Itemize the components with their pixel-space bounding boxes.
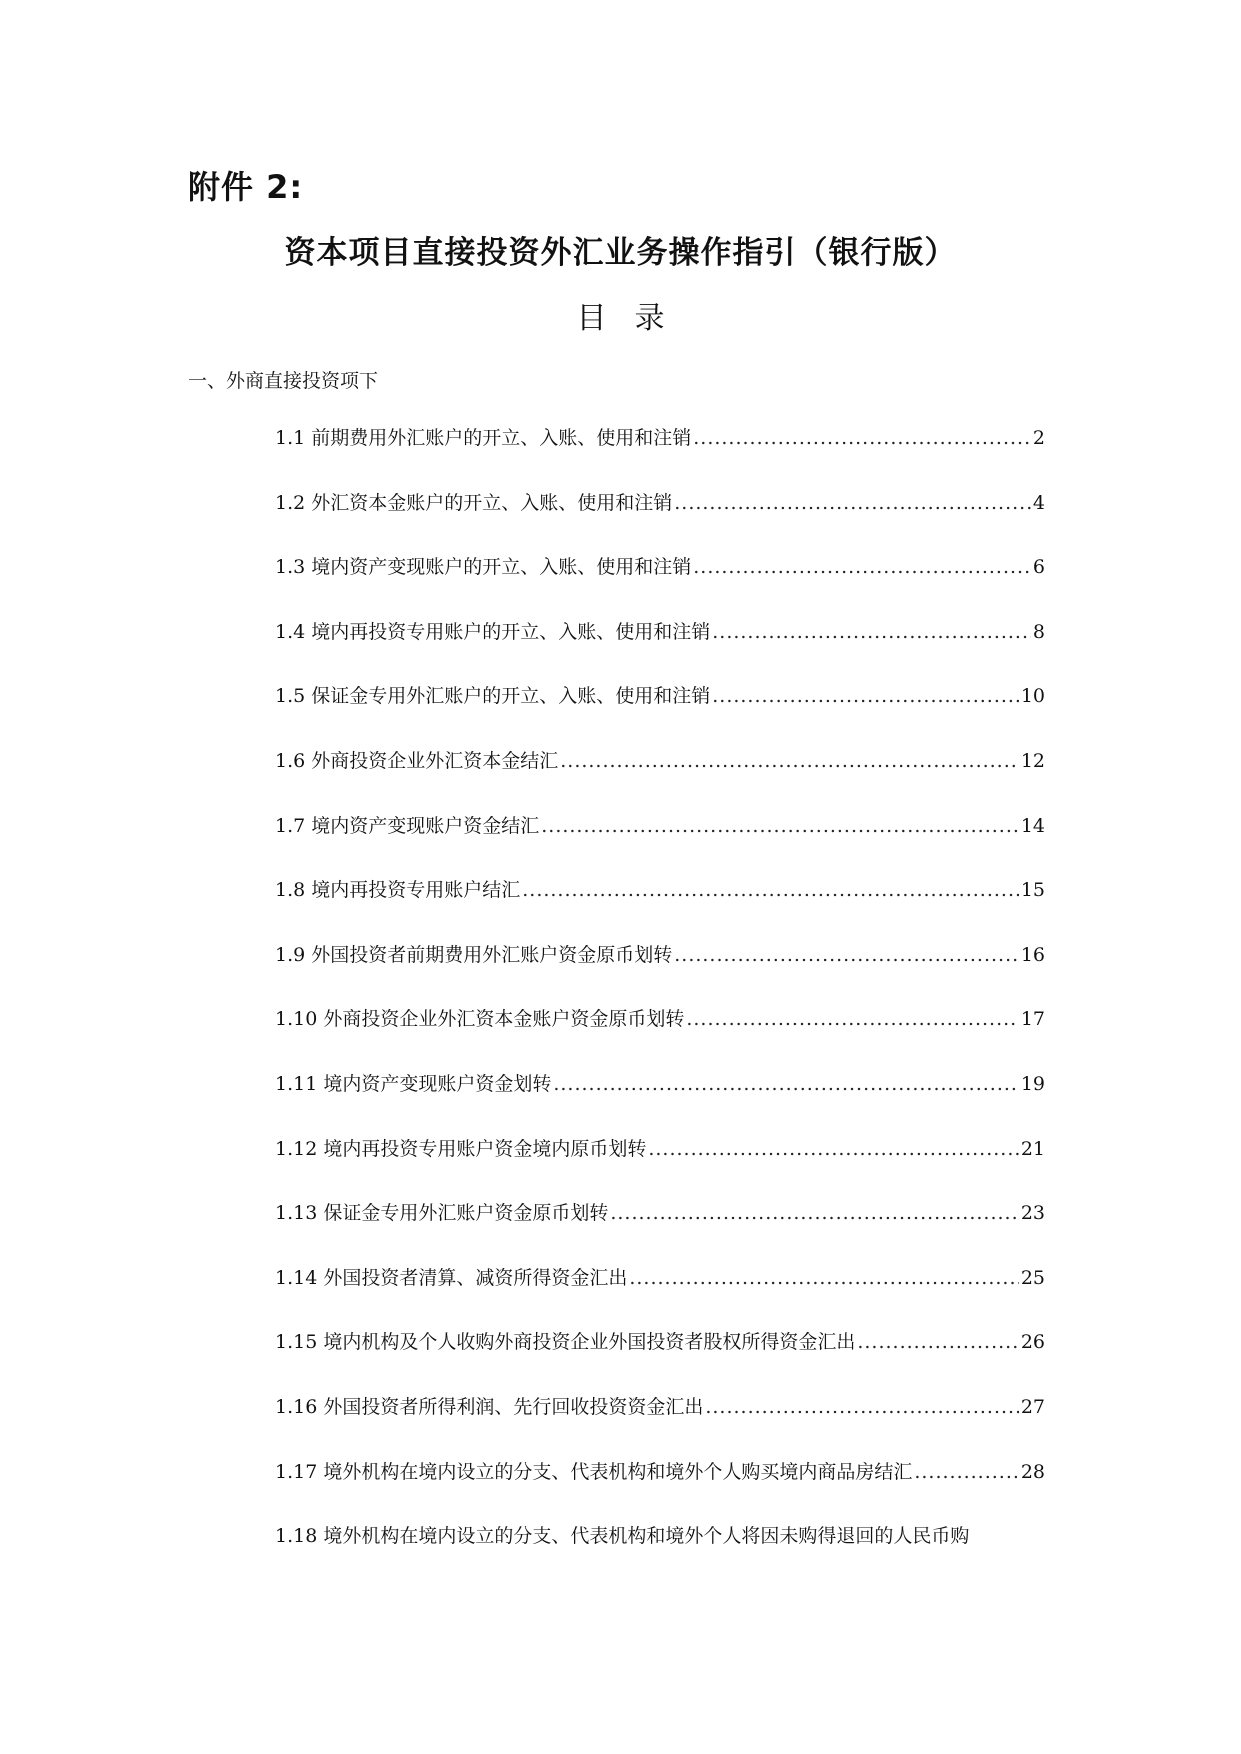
toc-entry-number: 1.4 bbox=[275, 620, 306, 643]
toc-dot-leader bbox=[560, 743, 1019, 779]
toc-dot-leader bbox=[712, 614, 1031, 650]
toc-entry[interactable] bbox=[275, 1195, 1045, 1260]
toc-entry-title: 境内再投资专用账户结汇 bbox=[311, 879, 521, 902]
document-title: 资本项目直接投资外汇业务操作指引（银行版） bbox=[284, 235, 957, 271]
toc-entry-title: 前期费用外汇账户的开立、入账、使用和注销 bbox=[311, 427, 692, 449]
toc-entry-title: 保证金专用外汇账户资金原币划转 bbox=[323, 1202, 609, 1225]
toc-dot-leader bbox=[610, 1195, 1018, 1231]
toc-dot-leader bbox=[857, 1324, 1018, 1360]
toc-entry-page-number: 2 bbox=[1032, 427, 1045, 449]
toc-dot-leader bbox=[914, 1454, 1018, 1490]
toc-entry[interactable] bbox=[275, 614, 1045, 679]
toc-entry-page-number: 21 bbox=[1020, 1137, 1045, 1160]
toc-entry-page-number: 27 bbox=[1020, 1395, 1045, 1418]
toc-entry[interactable] bbox=[275, 808, 1045, 873]
toc-entry-title: 外商投资企业外汇资本金结汇 bbox=[311, 749, 559, 772]
toc-dot-leader bbox=[693, 549, 1031, 585]
toc-dot-leader bbox=[522, 872, 1019, 908]
toc-entry-page-number: 16 bbox=[1020, 943, 1045, 966]
toc-entry-title: 外国投资者所得利润、先行回收投资资金汇出 bbox=[323, 1395, 704, 1418]
toc-entry-title: 外商投资企业外汇资本金账户资金原币划转 bbox=[323, 1008, 685, 1031]
toc-entry[interactable] bbox=[275, 549, 1045, 614]
toc-heading: 目录 bbox=[576, 301, 693, 336]
toc-entry[interactable] bbox=[275, 872, 1045, 937]
toc-entry[interactable] bbox=[275, 678, 1045, 743]
toc-entry-title: 境外机构在境内设立的分支、代表机构和境外个人购买境内商品房结汇 bbox=[323, 1460, 913, 1483]
toc-entry-page-number: 14 bbox=[1020, 814, 1045, 837]
toc-entry-number: 1.9 bbox=[275, 943, 306, 966]
toc-entry-page-number: 15 bbox=[1020, 879, 1045, 902]
toc-entry[interactable] bbox=[275, 1389, 1045, 1454]
toc-entry-number: 1.3 bbox=[275, 556, 306, 579]
toc-entry-page-number: 6 bbox=[1032, 556, 1045, 579]
toc-entry-number: 1.13 bbox=[275, 1202, 318, 1225]
toc-dot-leader bbox=[674, 937, 1019, 973]
toc-entry[interactable] bbox=[275, 937, 1045, 1002]
toc-entry[interactable] bbox=[275, 743, 1045, 808]
toc-entry[interactable] bbox=[275, 485, 1045, 550]
toc-entry-number: 1.18 bbox=[275, 1525, 318, 1548]
toc-entry-number: 1.16 bbox=[275, 1395, 318, 1418]
toc-list bbox=[275, 420, 1045, 1583]
toc-entry-page-number: 10 bbox=[1020, 685, 1045, 708]
toc-entry-page-number: 23 bbox=[1020, 1202, 1045, 1225]
toc-entry[interactable] bbox=[275, 1260, 1045, 1325]
toc-entry-page-number: 4 bbox=[1032, 491, 1045, 514]
toc-entry[interactable] bbox=[275, 1324, 1045, 1389]
toc-entry-title: 境外机构在境内设立的分支、代表机构和境外个人将因未购得退回的人民币购 bbox=[323, 1525, 970, 1548]
toc-entry-title: 境内机构及个人收购外商投资企业外国投资者股权所得资金汇出 bbox=[323, 1331, 856, 1354]
toc-entry[interactable] bbox=[275, 420, 1045, 485]
attachment-label: 附件 2: bbox=[188, 168, 304, 206]
toc-entry-number: 1.10 bbox=[275, 1008, 318, 1031]
toc-entry-number: 1.7 bbox=[275, 814, 306, 837]
toc-entry-page-number: 19 bbox=[1020, 1072, 1045, 1095]
toc-entry[interactable] bbox=[275, 1001, 1045, 1066]
toc-entry-page-number: 25 bbox=[1020, 1266, 1045, 1289]
toc-entry-title: 外汇资本金账户的开立、入账、使用和注销 bbox=[311, 491, 673, 514]
toc-dot-leader bbox=[693, 420, 1031, 456]
toc-dot-leader bbox=[686, 1001, 1018, 1037]
toc-entry[interactable] bbox=[275, 1066, 1045, 1131]
toc-entry-title: 保证金专用外汇账户的开立、入账、使用和注销 bbox=[311, 685, 711, 708]
toc-entry-page-number: 8 bbox=[1032, 620, 1045, 643]
toc-dot-leader bbox=[553, 1066, 1018, 1102]
toc-entry-number: 1.14 bbox=[275, 1266, 318, 1289]
toc-entry-number: 1.15 bbox=[275, 1331, 318, 1354]
toc-entry[interactable] bbox=[275, 1518, 1045, 1583]
toc-entry[interactable] bbox=[275, 1131, 1045, 1196]
toc-entry-number: 1.8 bbox=[275, 879, 306, 902]
toc-entry-page-number: 28 bbox=[1020, 1460, 1045, 1483]
toc-dot-leader bbox=[629, 1260, 1018, 1296]
toc-dot-leader bbox=[705, 1389, 1018, 1425]
toc-entry-number: 1.6 bbox=[275, 749, 306, 772]
toc-entry-title: 境内资产变现账户的开立、入账、使用和注销 bbox=[311, 556, 692, 579]
section-heading: 一、外商直接投资项下 bbox=[188, 370, 379, 392]
toc-entry-number: 1.5 bbox=[275, 685, 306, 708]
toc-entry-title: 外国投资者前期费用外汇账户资金原币划转 bbox=[311, 943, 673, 966]
toc-dot-leader bbox=[674, 485, 1031, 521]
toc-dot-leader bbox=[712, 678, 1019, 714]
toc-entry-number: 1.17 bbox=[275, 1460, 318, 1483]
toc-entry-page-number: 12 bbox=[1020, 749, 1045, 772]
toc-dot-leader bbox=[648, 1131, 1018, 1167]
toc-entry-title: 境内资产变现账户资金结汇 bbox=[311, 814, 540, 837]
toc-entry-number: 1.2 bbox=[275, 491, 306, 514]
toc-entry-page-number: 26 bbox=[1020, 1331, 1045, 1354]
toc-entry-number: 1.11 bbox=[275, 1072, 318, 1095]
toc-entry-title: 境内资产变现账户资金划转 bbox=[323, 1072, 552, 1095]
toc-entry-number: 1.12 bbox=[275, 1137, 318, 1160]
toc-entry-title: 外国投资者清算、减资所得资金汇出 bbox=[323, 1266, 628, 1289]
toc-entry-title: 境内再投资专用账户资金境内原币划转 bbox=[323, 1137, 647, 1160]
toc-entry[interactable] bbox=[275, 1454, 1045, 1519]
toc-entry-page-number: 17 bbox=[1020, 1008, 1045, 1031]
toc-entry-number: 1.1 bbox=[275, 427, 306, 449]
toc-entry-title: 境内再投资专用账户的开立、入账、使用和注销 bbox=[311, 620, 711, 643]
toc-dot-leader bbox=[541, 808, 1019, 844]
